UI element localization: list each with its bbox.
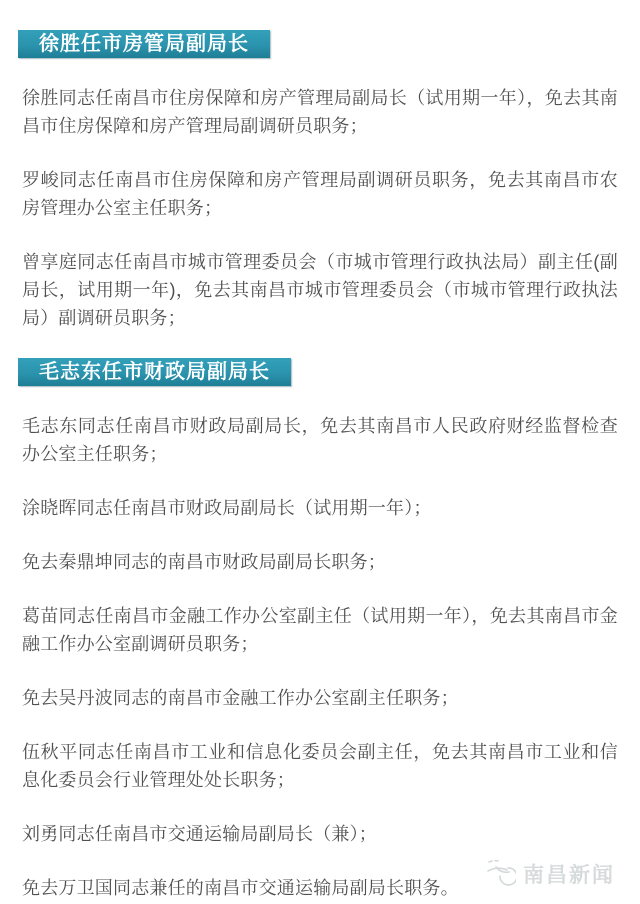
watermark-label: 南昌新闻 xyxy=(523,864,615,887)
section-heading-finance: 毛志东任市财政局副局长 xyxy=(18,358,291,386)
appointment-paragraph: 葛苗同志任南昌市金融工作办公室副主任（试用期一年），免去其南昌市金融工作办公室副调研员职务； xyxy=(22,606,618,654)
section-heading-housing: 徐胜任市房管局副局长 xyxy=(18,30,270,58)
appointment-paragraph: 刘勇同志任南昌市交通运输局副局长（兼）； xyxy=(22,824,377,844)
appointment-paragraph: 伍秋平同志任南昌市工业和信息化委员会副主任，免去其南昌市工业和信息化委员会行业管理处处长职务； xyxy=(22,742,618,790)
appointment-paragraph: 毛志东同志任南昌市财政局副局长，免去其南昌市人民政府财经监督检查办公室主任职务； xyxy=(22,416,618,464)
section-heading-row xyxy=(22,30,618,58)
appointment-paragraph: 免去万卫国同志兼任的南昌市交通运输局副局长职务。 xyxy=(22,878,459,898)
appointment-paragraph: 曾享庭同志任南昌市城市管理委员会（市城市管理行政执法局）副主任(副局长，试用期一年)，免去其南昌市城市管理委员会（市城市管理行政执法局）副调研员职务； xyxy=(22,252,618,328)
appointment-paragraph: 免去吴丹波同志的南昌市金融工作办公室副主任职务； xyxy=(22,688,459,708)
appointment-paragraph: 徐胜同志任南昌市住房保障和房产管理局副局长（试用期一年），免去其南昌市住房保障和房产管理局副调研员职务； xyxy=(22,88,618,136)
section-heading-row xyxy=(22,358,618,386)
appointment-paragraph: 涂晓晖同志任南昌市财政局副局长（试用期一年）； xyxy=(22,498,432,518)
appointment-paragraph: 罗峻同志任南昌市住房保障和房产管理局副调研员职务，免去其南昌市农房管理办公室主任职务； xyxy=(22,170,618,218)
appointment-paragraph: 免去秦鼎坤同志的南昌市财政局副局长职务； xyxy=(22,552,386,572)
